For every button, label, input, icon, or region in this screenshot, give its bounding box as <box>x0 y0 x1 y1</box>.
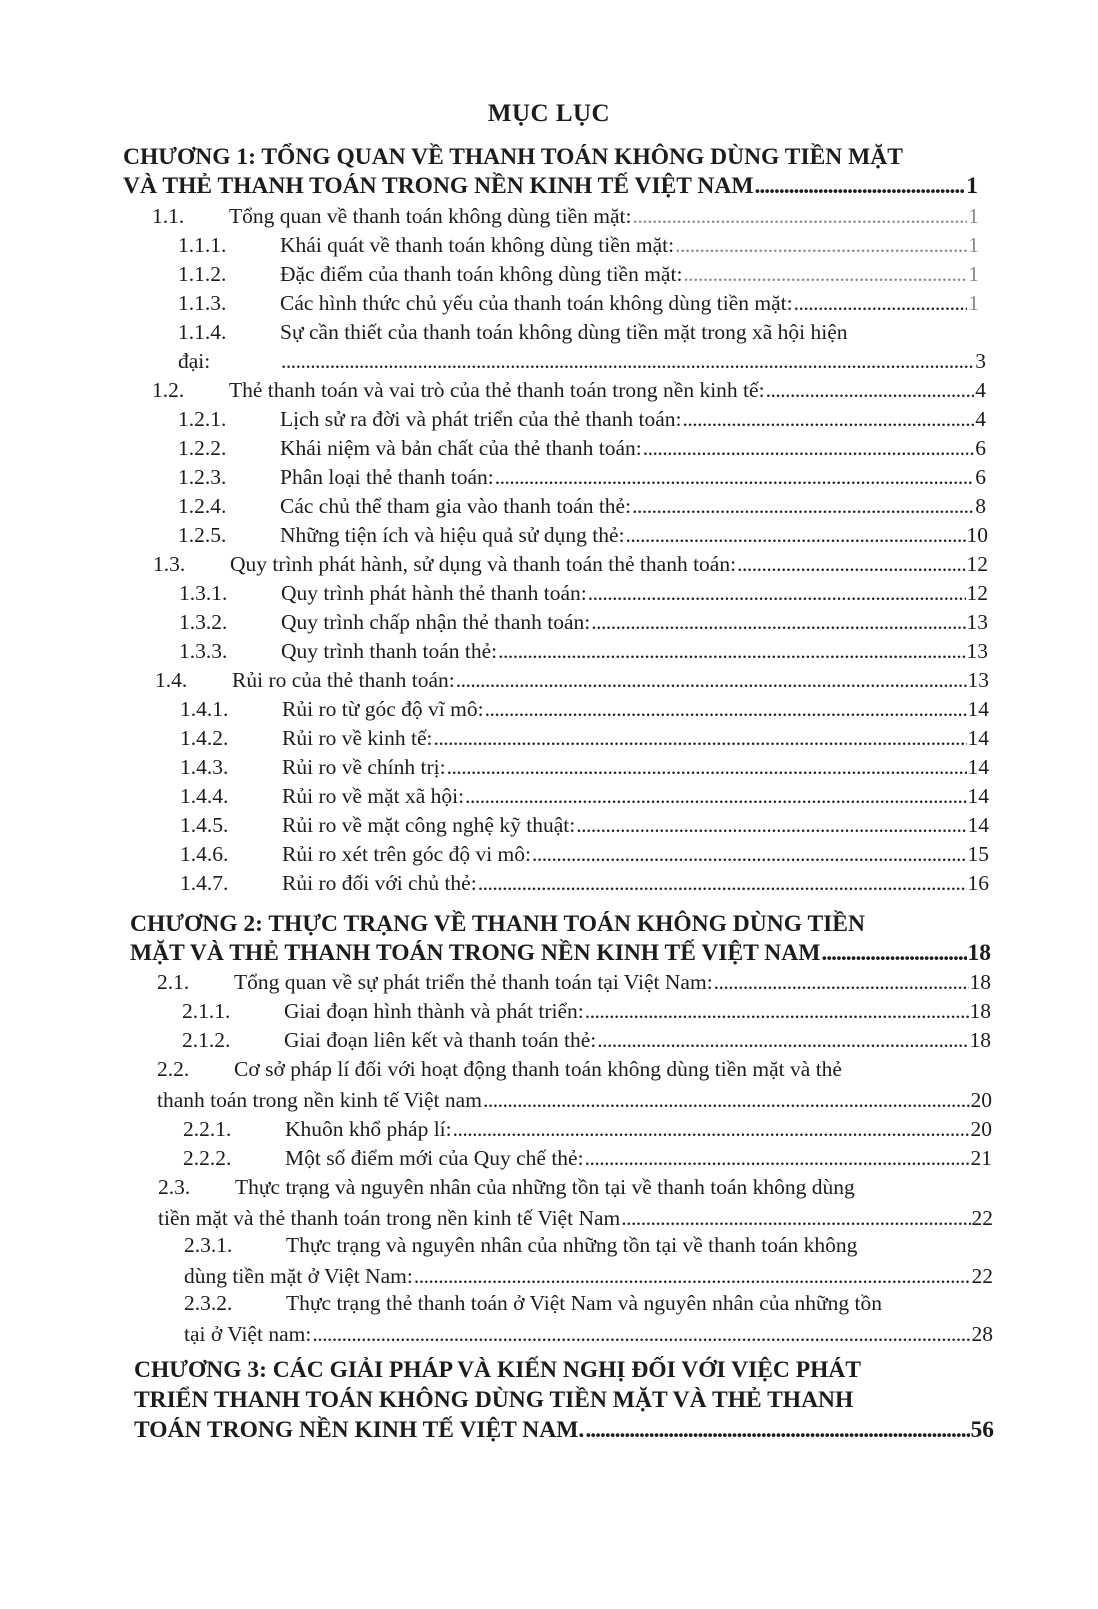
dot-leader <box>755 173 966 200</box>
section-title: Giai đoạn liên kết và thanh toán thẻ: <box>284 1028 597 1052</box>
dot-leader <box>683 407 975 432</box>
dot-leader <box>626 523 966 548</box>
section-title: Phân loại thẻ thanh toán: <box>280 465 494 489</box>
page-number: 15 <box>967 842 989 866</box>
section-number: 1.2.1. <box>178 407 227 431</box>
page-title: MỤC LỤC <box>487 100 611 127</box>
section-number: 2.1. <box>157 970 190 994</box>
page-number: 4 <box>975 407 986 431</box>
page-number: 13 <box>967 668 989 692</box>
section-title: Quy trình phát hành thẻ thanh toán: <box>281 581 587 605</box>
page-number: 18 <box>969 999 991 1023</box>
toc-entry-1-1-2[interactable] <box>178 262 979 290</box>
dot-leader <box>588 581 966 606</box>
section-title-continued: tiền mặt và thẻ thanh toán trong nền kinh tế Việt Nam <box>158 1206 621 1230</box>
toc-entry-1-1-4[interactable] <box>178 320 986 378</box>
dot-leader <box>766 378 975 403</box>
toc-entry-1-4-2[interactable] <box>180 726 989 754</box>
toc-entry-2-1-2[interactable] <box>182 1028 991 1056</box>
page-number: 13 <box>966 610 988 634</box>
section-title: Rủi ro về chính trị: <box>282 755 446 779</box>
section-number: 1.4.5. <box>180 813 229 837</box>
page-number: 20 <box>970 1088 992 1112</box>
section-number: 1.1. <box>152 204 185 228</box>
chapter-title-line: VÀ THẺ THANH TOÁN TRONG NỀN KINH TẾ VIỆT NAM <box>123 173 754 199</box>
chapter-title-line: CHƯƠNG 1: TỔNG QUAN VỀ THANH TOÁN KHÔNG DÙNG TIỀN MẶT <box>123 144 903 170</box>
dot-leader <box>495 465 974 490</box>
page-number: 12 <box>966 581 988 605</box>
section-title: Tổng quan về thanh toán không dùng tiền mặt: <box>229 204 632 228</box>
page-number: 21 <box>970 1146 992 1170</box>
dot-leader <box>456 668 967 693</box>
dot-leader <box>794 291 968 316</box>
section-number: 2.2. <box>157 1057 190 1081</box>
toc-entry-2-1-1[interactable] <box>182 999 991 1027</box>
page-number: 14 <box>967 813 989 837</box>
section-title-continued: thanh toán trong nền kinh tế Việt nam <box>157 1088 482 1112</box>
toc-entry-2-2-2[interactable] <box>183 1146 992 1174</box>
section-number: 1.4.4. <box>180 784 229 808</box>
dot-leader <box>312 1322 970 1347</box>
section-number: 2.2.1. <box>183 1117 232 1141</box>
section-title: Tổng quan về sự phát triển thẻ thanh toán tại Việt Nam: <box>234 970 713 994</box>
chapter-title-line: CHƯƠNG 3: CÁC GIẢI PHÁP VÀ KIẾN NGHỊ ĐỐI VỚI VIỆC PHÁT <box>134 1357 862 1383</box>
section-number: 1.1.1. <box>178 233 227 257</box>
section-title: Rủi ro đối với chủ thẻ: <box>282 871 477 895</box>
page-number: 8 <box>975 494 986 518</box>
dot-leader <box>433 726 966 751</box>
section-number: 1.4.6. <box>180 842 229 866</box>
toc-entry-2-2-1[interactable] <box>183 1117 992 1145</box>
page-number: 14 <box>967 755 989 779</box>
toc-entry-1-4-4[interactable] <box>180 784 989 812</box>
section-title: Một số điểm mới của Quy chế thẻ: <box>285 1146 584 1170</box>
page-number: 18 <box>969 970 991 994</box>
page-number: 56 <box>970 1417 994 1443</box>
dot-leader <box>585 1417 969 1444</box>
section-number: 1.1.2. <box>178 262 227 286</box>
section-title: Thực trạng và nguyên nhân của những tồn tại về thanh toán không <box>286 1233 858 1257</box>
section-title: Sự cần thiết của thanh toán không dùng tiền mặt trong xã hội hiện <box>280 320 848 344</box>
page-number: 10 <box>966 523 988 547</box>
section-number: 2.1.2. <box>182 1028 231 1052</box>
toc-entry-1-2[interactable] <box>152 378 986 406</box>
page-number: 1 <box>968 233 979 257</box>
chapter-title-last-line <box>134 1417 994 1444</box>
section-title-continued: dùng tiền mặt ở Việt Nam: <box>184 1264 413 1288</box>
section-number: 1.4.7. <box>180 871 229 895</box>
section-title: Quy trình chấp nhận thẻ thanh toán: <box>281 610 591 634</box>
dot-leader <box>483 1088 970 1113</box>
section-number: 1.4.3. <box>180 755 229 779</box>
section-number: 1.3.3. <box>179 639 228 663</box>
dot-leader <box>632 204 967 229</box>
toc-entry-1-3-1[interactable] <box>179 581 988 609</box>
section-title: Rủi ro xét trên góc độ vi mô: <box>282 842 532 866</box>
page-number: 18 <box>967 940 991 966</box>
page-number: 13 <box>966 639 988 663</box>
section-title: Rủi ro từ góc độ vĩ mô: <box>282 697 484 721</box>
page-number: 1 <box>968 262 979 286</box>
page-number: 18 <box>969 1028 991 1052</box>
dot-leader <box>453 1117 970 1142</box>
section-number: 1.3.2. <box>179 610 228 634</box>
dot-leader <box>576 813 966 838</box>
dot-leader <box>821 940 966 967</box>
page-number: 16 <box>967 871 989 895</box>
dot-leader <box>621 1206 970 1231</box>
section-title: Những tiện ích và hiệu quả sử dụng thẻ: <box>280 523 625 547</box>
dot-leader <box>597 1028 968 1053</box>
chapter-title-line: MẶT VÀ THẺ THANH TOÁN TRONG NỀN KINH TẾ VIỆT NAM <box>130 940 821 966</box>
section-number: 2.1.1. <box>182 999 231 1023</box>
page-number: 14 <box>967 697 989 721</box>
dot-leader <box>414 1264 971 1289</box>
toc-entry-1-4-1[interactable] <box>180 697 989 725</box>
section-title: Đặc điểm của thanh toán không dùng tiền mặt: <box>280 262 683 286</box>
dot-leader <box>591 610 965 635</box>
section-title: Khái quát về thanh toán không dùng tiền mặt: <box>280 233 675 257</box>
section-title: Giai đoạn hình thành và phát triển: <box>284 999 584 1023</box>
section-title: Khái niệm và bản chất của thẻ thanh toán: <box>280 436 642 460</box>
section-number: 2.3.2. <box>184 1291 233 1315</box>
toc-entry-1-4-5[interactable] <box>180 813 989 841</box>
chapter-title-line: TRIỂN THANH TOÁN KHÔNG DÙNG TIỀN MẶT VÀ THẺ THANH <box>134 1387 854 1413</box>
section-number: 1.2.5. <box>178 523 227 547</box>
section-title: Cơ sở pháp lí đối với hoạt động thanh toán không dùng tiền mặt và thẻ <box>234 1057 842 1081</box>
toc-entry-1-2-5[interactable] <box>178 523 988 551</box>
toc-entry-1-2-4[interactable] <box>178 494 986 522</box>
dot-leader <box>585 1146 970 1171</box>
page-number: 14 <box>967 726 989 750</box>
toc-chapter-3[interactable] <box>134 1357 994 1449</box>
page-number: 1 <box>968 204 979 228</box>
section-title-continued: đại: <box>178 349 211 373</box>
section-title-continued: tại ở Việt nam: <box>184 1322 312 1346</box>
chapter-title-last-line <box>123 173 978 200</box>
page-number: 1 <box>968 291 979 315</box>
dot-leader <box>585 999 969 1024</box>
dot-leader <box>714 970 969 995</box>
section-title: Thẻ thanh toán và vai trò của thẻ thanh toán trong nền kinh tế: <box>229 378 765 402</box>
toc-entry-1-4-7[interactable] <box>180 871 989 899</box>
section-number: 1.2.4. <box>178 494 227 518</box>
section-number: 1.2.3. <box>178 465 227 489</box>
dot-leader <box>281 349 974 374</box>
toc-chapter-1[interactable] <box>123 144 978 204</box>
toc-entry-2-3-2[interactable] <box>184 1291 993 1349</box>
toc-entry-1-1-3[interactable] <box>178 291 979 319</box>
toc-entry-1-3-2[interactable] <box>179 610 988 638</box>
section-title: Lịch sử ra đời và phát triển của thẻ thanh toán: <box>280 407 682 431</box>
section-title: Rủi ro của thẻ thanh toán: <box>232 668 455 692</box>
section-number: 1.3.1. <box>179 581 228 605</box>
toc-entry-1-2-3[interactable] <box>178 465 986 493</box>
section-title: Thực trạng thẻ thanh toán ở Việt Nam và nguyên nhân của những tồn <box>286 1291 883 1315</box>
section-number: 1.4. <box>155 668 188 692</box>
page-number: 3 <box>975 349 986 373</box>
chapter-title-last-line <box>130 940 991 967</box>
page-number: 6 <box>975 465 986 489</box>
section-title: Quy trình phát hành, sử dụng và thanh toán thẻ thanh toán: <box>230 552 737 576</box>
section-number: 1.1.4. <box>178 320 227 344</box>
page-number: 4 <box>975 378 986 402</box>
section-title: Khuôn khổ pháp lí: <box>285 1117 452 1141</box>
dot-leader <box>532 842 966 867</box>
toc-entry-2-2[interactable] <box>157 1057 992 1115</box>
chapter-title-line: CHƯƠNG 2: THỰC TRẠNG VỀ THANH TOÁN KHÔNG DÙNG TIỀN <box>130 911 865 937</box>
section-title: Các chủ thể tham gia vào thanh toán thẻ: <box>280 494 632 518</box>
section-number: 1.3. <box>153 552 186 576</box>
dot-leader <box>675 233 967 258</box>
toc-entry-1-1-1[interactable] <box>178 233 979 261</box>
toc-entry-1-4-3[interactable] <box>180 755 989 783</box>
toc-entry-1-2-1[interactable] <box>178 407 986 435</box>
section-number: 1.2.2. <box>178 436 227 460</box>
page-number: 1 <box>966 173 978 199</box>
page-number: 6 <box>975 436 986 460</box>
page-number: 20 <box>970 1117 992 1141</box>
toc-entry-2-1[interactable] <box>157 970 991 998</box>
section-number: 1.2. <box>152 378 185 402</box>
page-number: 22 <box>971 1264 993 1288</box>
toc-entry-1-4-6[interactable] <box>180 842 989 870</box>
dot-leader <box>632 494 974 519</box>
section-title: Rủi ro về mặt xã hội: <box>282 784 465 808</box>
dot-leader <box>737 552 965 577</box>
section-title: Quy trình thanh toán thẻ: <box>281 639 498 663</box>
section-title: Rủi ro về kinh tế: <box>282 726 433 750</box>
dot-leader <box>643 436 974 461</box>
section-number: 1.1.3. <box>178 291 227 315</box>
section-number: 2.3.1. <box>184 1233 233 1257</box>
toc-entry-2-3[interactable] <box>158 1175 993 1233</box>
section-number: 1.4.1. <box>180 697 229 721</box>
section-title: Thực trạng và nguyên nhân của những tồn tại về thanh toán không dùng <box>235 1175 855 1199</box>
section-number: 1.4.2. <box>180 726 229 750</box>
page-number: 28 <box>971 1322 993 1346</box>
chapter-title-line: TOÁN TRONG NỀN KINH TẾ VIỆT NAM. <box>134 1417 585 1443</box>
dot-leader <box>447 755 967 780</box>
toc-entry-1-4[interactable] <box>155 668 989 696</box>
page-number: 12 <box>966 552 988 576</box>
section-number: 2.2.2. <box>183 1146 232 1170</box>
section-title: Rủi ro về mặt công nghệ kỹ thuật: <box>282 813 576 837</box>
toc-chapter-2[interactable] <box>130 911 991 971</box>
section-title: Các hình thức chủ yếu của thanh toán không dùng tiền mặt: <box>280 291 793 315</box>
page-number: 22 <box>971 1206 993 1230</box>
toc-entry-1-3-3[interactable] <box>179 639 988 667</box>
dot-leader <box>683 262 967 287</box>
dot-leader <box>465 784 966 809</box>
toc-entry-2-3-1[interactable] <box>184 1233 993 1291</box>
toc-entry-1-3[interactable] <box>153 552 988 580</box>
dot-leader <box>478 871 967 896</box>
toc-entry-1-1[interactable] <box>152 204 979 232</box>
dot-leader <box>485 697 967 722</box>
dot-leader <box>498 639 965 664</box>
page-number: 14 <box>967 784 989 808</box>
section-number: 2.3. <box>158 1175 191 1199</box>
toc-entry-1-2-2[interactable] <box>178 436 986 464</box>
